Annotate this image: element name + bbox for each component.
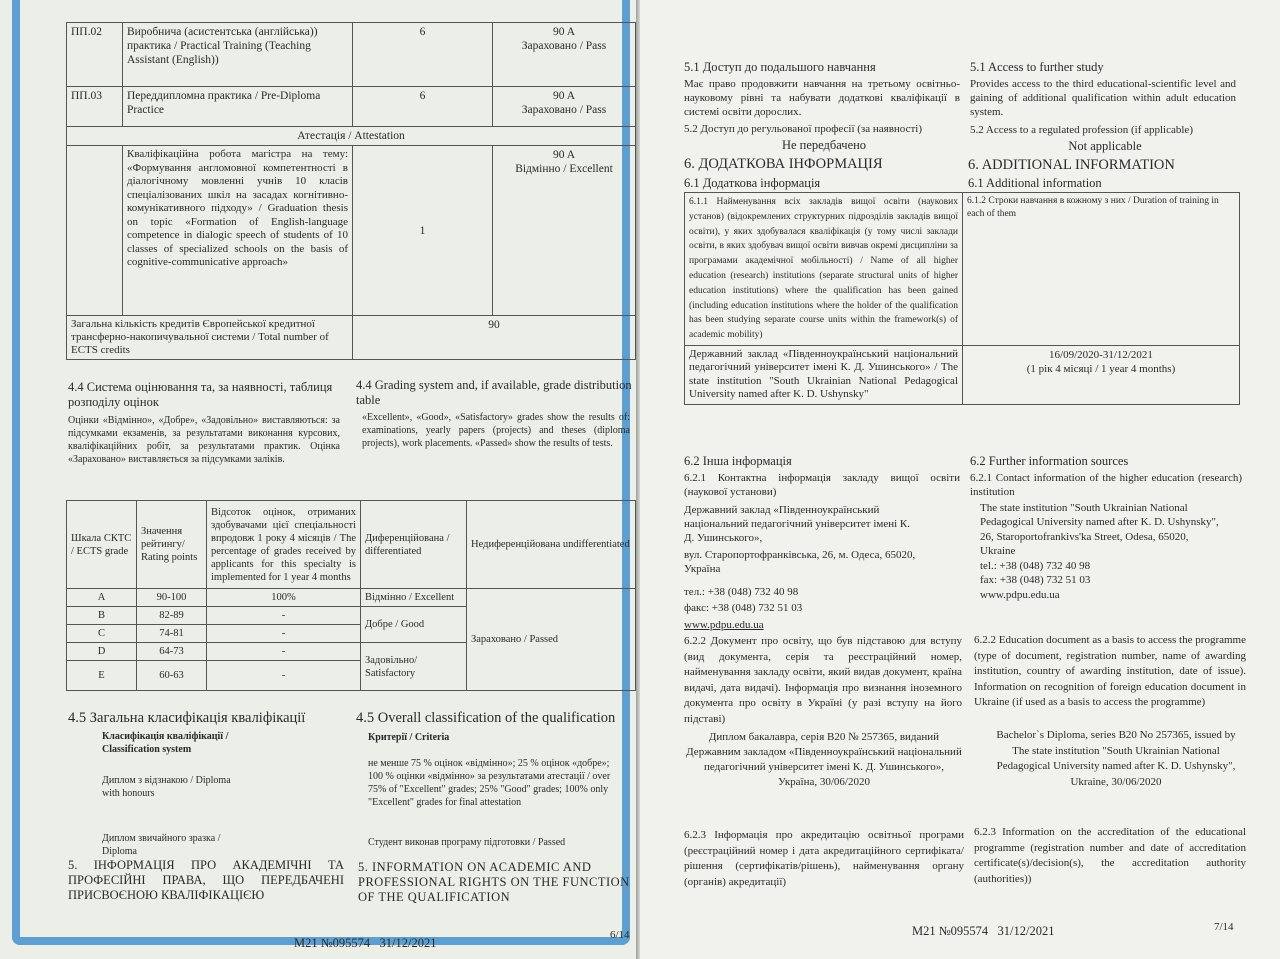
- grade-percentage: -: [207, 607, 361, 625]
- footer-serial: M21 №095574 31/12/2021: [912, 924, 1055, 938]
- rating-points: 74-81: [137, 625, 207, 643]
- s62-ua-title: 6.2 Інша інформація: [684, 454, 792, 468]
- table-row: [67, 23, 636, 87]
- s52-ua-value: Не передбачено: [781, 138, 867, 152]
- grade-percentage: -: [207, 661, 361, 691]
- s62-en-title: 6.2 Further information sources: [970, 454, 1129, 468]
- institution-name: Державний заклад «Південноукраїнський національний педагогічний університет імені К. Д. Ушинського» / The state institution "South Ukrainian National Pedagogical University named after K. D. Ushynsky": [685, 345, 963, 404]
- header-undifferentiated: Недиференційована undifferentiated: [467, 501, 636, 589]
- study-duration: (1 рік 4 місяці / 1 year 4 months): [1026, 362, 1176, 375]
- contact-ua-address: вул. Старопортофранківська, 26, м. Одеса, 65020, Україна: [684, 549, 916, 575]
- course-code: ПП.03: [67, 87, 123, 127]
- course-grade: 90 A Зараховано / Pass: [493, 23, 636, 87]
- course-grade: 90 A Зараховано / Pass: [493, 87, 636, 127]
- ects-grade: D: [67, 643, 137, 661]
- contact-en-web: www.pdpu.edu.ua: [980, 589, 1060, 601]
- course-credits: 6: [353, 87, 493, 127]
- rating-points: 64-73: [137, 643, 207, 661]
- contact-en-tel: tel.: +38 (048) 732 40 98: [980, 560, 1091, 572]
- table-row: [67, 146, 636, 316]
- classification-label: Класифікація кваліфікації / Classification system: [102, 731, 229, 755]
- differentiated-good: Добре / Good: [361, 607, 467, 643]
- s51-en-title: 5.1 Access to further study: [970, 60, 1104, 74]
- criteria-label: Критерії / Criteria: [368, 732, 450, 743]
- contact-ua-tel: тел.: +38 (048) 732 40 98: [684, 586, 799, 598]
- header-rating: Значення рейтингу/ Rating points: [137, 501, 207, 589]
- s44-ua-title: 4.4 Система оцінювання та, за наявності, таблиця розподілу оцінок: [68, 380, 333, 409]
- course-credits: 6: [353, 23, 493, 87]
- s52-ua: 5.2 Доступ до регульованої професії (за наявності): [684, 123, 922, 135]
- rating-points: 60-63: [137, 661, 207, 691]
- contact-ua-web: www.pdpu.edu.ua: [684, 619, 764, 631]
- header-differentiated: Диференційована / differentiated: [361, 501, 467, 589]
- contact-en-fax: fax: +38 (048) 732 51 03: [980, 574, 1091, 586]
- thesis-credits: 1: [353, 146, 493, 316]
- page-number: 7/14: [1214, 921, 1234, 933]
- s622-en: 6.2.2 Education document as a basis to access the programme (type of document, registration number, name of awarding institution, country of awarding institution, date of issue). Information on recognition of foreign education document in Ukraine (if used as a basis to access the programme): [974, 634, 1246, 708]
- total-label: Загальна кількість кредитів Європейської кредитної трансферно-накопичувальної системи / Total number of ECTS credits: [67, 316, 353, 360]
- attestation-header: Атестація / Attestation: [67, 127, 636, 146]
- honours-label: Диплом з відзнакою / Diploma with honours: [102, 775, 231, 799]
- table-row: [685, 345, 1240, 404]
- s622-ua: 6.2.2 Документ про освіту, що був підставою для вступу (вид документа, серія та реєстраційний номер, найменування закладу освіти, який видав документ, країна видачі, дата видачі). Інформація про визнання іноземного документа про освіту в Україні (у разі вступу на його підставі): [684, 635, 962, 725]
- course-name: Виробнича (асистентська (англійська)) практика / Practical Training (Teaching Assistant (English)): [123, 23, 353, 87]
- thesis-code: [67, 146, 123, 316]
- institutions-table: [684, 192, 1240, 405]
- ects-grade: E: [67, 661, 137, 691]
- s44-en-title: 4.4 Grading system and, if available, grade distribution table: [356, 378, 632, 407]
- course-name: Переддипломна практика / Pre-Diploma Practice: [123, 87, 353, 127]
- s61-en-title: 6.1 Additional information: [968, 176, 1102, 190]
- t612-header: 6.1.2 Строки навчання в кожному з них / Duration of training in each of them: [963, 193, 1240, 346]
- s52-en: 5.2 Access to a regulated profession (if applicable): [970, 124, 1193, 136]
- differentiated-excellent: Відмінно / Excellent: [361, 589, 467, 607]
- s52-en-value: Not applicable: [1068, 139, 1142, 153]
- course-code: ПП.02: [67, 23, 123, 87]
- s44-ua-text: Оцінки «Відмінно», «Добре», «Задовільно» виставляються: за підсумками екзаменів, за результатами виконання курсових, кваліфікаційних робіт, за результатами практик. Оцінка «Зараховано» виставляється за підсумками заліків.: [68, 415, 340, 465]
- contact-en-address: 26, Staroportofrankivs'ka Street, Odesa, 65020, Ukraine: [980, 531, 1189, 557]
- ordinary-label: Диплом звичайного зразка / Diploma: [102, 833, 221, 857]
- differentiated-satisfactory: Задовільно/ Satisfactory: [361, 643, 467, 691]
- ects-grade: B: [67, 607, 137, 625]
- header-ects: Шкала СКТС / ECTS grade: [67, 501, 137, 589]
- s45-ua-title: 4.5 Загальна класифікація кваліфікації: [68, 710, 306, 726]
- contact-ua-fax: факс: +38 (048) 732 51 03: [684, 602, 803, 614]
- s6-en-title: 6. ADDITIONAL INFORMATION: [968, 157, 1175, 173]
- footer-serial: M21 №095574 31/12/2021: [294, 936, 437, 950]
- ects-grade: A: [67, 589, 137, 607]
- grade-distribution-table: [66, 500, 636, 691]
- s623-en: 6.2.3 Information on the accreditation of the educational programme (registration number and date of accreditation certificate(s)/decision(s), the accreditation authority (authorities)): [974, 826, 1246, 885]
- t611-header: 6.1.1 Найменування всіх закладів вищої освіти (наукових установ) (відокремлених структурних підрозділів закладів вищої освіти), у яких здобувалася кваліфікація (у тому числі заклади освіти, в яких здобувач вищої освіти вивчав окремі дисципліни за програмами академічної мобільності) / Name of all higher education (research) institutions (separate structural units of higher education institutions) where the qualification has been gained (including education institutions where the holder of the qualification has been studying separate course units within the framework(s) of academic mobility): [685, 193, 963, 346]
- s5-en-title: 5. INFORMATION ON ACADEMIC AND PROFESSIONAL RIGHTS ON THE FUNCTION OF THE QUALIFICATION: [358, 860, 630, 904]
- table-row: [67, 589, 636, 607]
- table-row: [685, 193, 1240, 346]
- s44-en-text: «Excellent», «Good», «Satisfactory» grades show the results of: examinations, yearly papers (projects) and theses (diploma projects), work placements. «Passed» show the results of tests.: [362, 412, 630, 449]
- ects-grade: C: [67, 625, 137, 643]
- s51-ua-text: Має право продовжити навчання на третьому освітньо-науковому рівні та набувати додаткові кваліфікації в системі освіти дорослих.: [684, 78, 960, 118]
- table-row: [67, 127, 636, 146]
- page-number: 6/14: [610, 929, 630, 941]
- criteria-ordinary: Студент виконав програму підготовки / Passed: [368, 837, 566, 848]
- s51-ua-title: 5.1 Доступ до подальшого навчання: [684, 60, 876, 74]
- s623-ua: 6.2.3 Інформація про акредитацію освітньої програми (реєстраційний номер і дата акредитаційного сертифіката/рішення (сертифікатів/рішень), найменування органу (органів) акредитації): [684, 829, 964, 888]
- grade-percentage: -: [207, 643, 361, 661]
- s51-en-text: Provides access to the third educational-scientific level and gaining of additional qualification within adult education system.: [970, 78, 1236, 118]
- table-row: [67, 87, 636, 127]
- s622-ua-document: Диплом бакалавра, серія В20 № 257365, виданий Державним закладом «Південноукраїнський національний педагогічний університет імені К. Д. Ушинського», Україна, 30/06/2020: [686, 731, 962, 788]
- contact-ua-name: Державний заклад «Південноукраїнський національний педагогічний університет імені К. Д. Ушинського»,: [684, 504, 910, 544]
- s45-en-title: 4.5 Overall classification of the qualification: [356, 710, 616, 726]
- s622-en-document: Bachelor`s Diploma, series B20 No 257365, issued by The state institution "South Ukrainian National Pedagogical University named after K. D. Ushynsky", Ukraine, 30/06/2020: [996, 729, 1236, 788]
- grade-percentage: -: [207, 625, 361, 643]
- table-row: [67, 501, 636, 589]
- criteria-text: не менше 75 % оцінок «відмінно»; 25 % оцінок «добре»; 100 % оцінки «відмінно» за результатами атестації / over 75% of "Excellent" grades; 25% "Good" grades; 100% only "Excellent" grades for final attestation: [368, 758, 611, 808]
- s6-ua-title: 6. ДОДАТКОВА ІНФОРМАЦІЯ: [684, 156, 883, 172]
- courses-table: [66, 22, 636, 360]
- table-row: [67, 316, 636, 360]
- right-page: [640, 0, 1280, 959]
- s5-ua-title: 5. ІНФОРМАЦІЯ ПРО АКАДЕМІЧНІ ТА ПРОФЕСІЙНІ ПРАВА, ЩО ПЕРЕДБАЧЕНІ ПРИСВОЄНОЮ КВАЛІФІКАЦІЄЮ: [68, 858, 344, 902]
- grade-percentage: 100%: [207, 589, 361, 607]
- rating-points: 82-89: [137, 607, 207, 625]
- study-dates: 16/09/2020-31/12/2021: [1049, 348, 1153, 361]
- contact-en-name: The state institution "South Ukrainian National Pedagogical University named after K. D. Ushynsky",: [980, 502, 1219, 528]
- undifferentiated-passed: Зараховано / Passed: [467, 589, 636, 691]
- rating-points: 90-100: [137, 589, 207, 607]
- s621-ua: 6.2.1 Контактна інформація закладу вищої освіти (наукової установи): [684, 472, 960, 498]
- thesis-name: Кваліфікаційна робота магістра на тему: «Формування англомовної компетентності в діалогічному мовленні учнів 10 класів спеціалізованих шкіл на засадах когнітивно-комунікативного підходу» / Graduation thesis on topic «Formation of English-language competence in dialogic speech of students of 10 classes of specialized schools on the basis of cognitive-communicative approach»: [123, 146, 353, 316]
- s621-en: 6.2.1 Contact information of the higher education (research) institution: [970, 472, 1242, 498]
- s61-ua-title: 6.1 Додаткова інформація: [684, 176, 821, 190]
- study-period: [963, 345, 1240, 404]
- header-percentage: Відсоток оцінок, отриманих здобувачами цієї спеціальності впродовж 1 року 4 місяців / The percentage of grades received by applicants for this specialty is implemented for 1 year 4 months: [207, 501, 361, 589]
- thesis-grade: 90 A Відмінно / Excellent: [493, 146, 636, 316]
- total-value: 90: [353, 316, 636, 360]
